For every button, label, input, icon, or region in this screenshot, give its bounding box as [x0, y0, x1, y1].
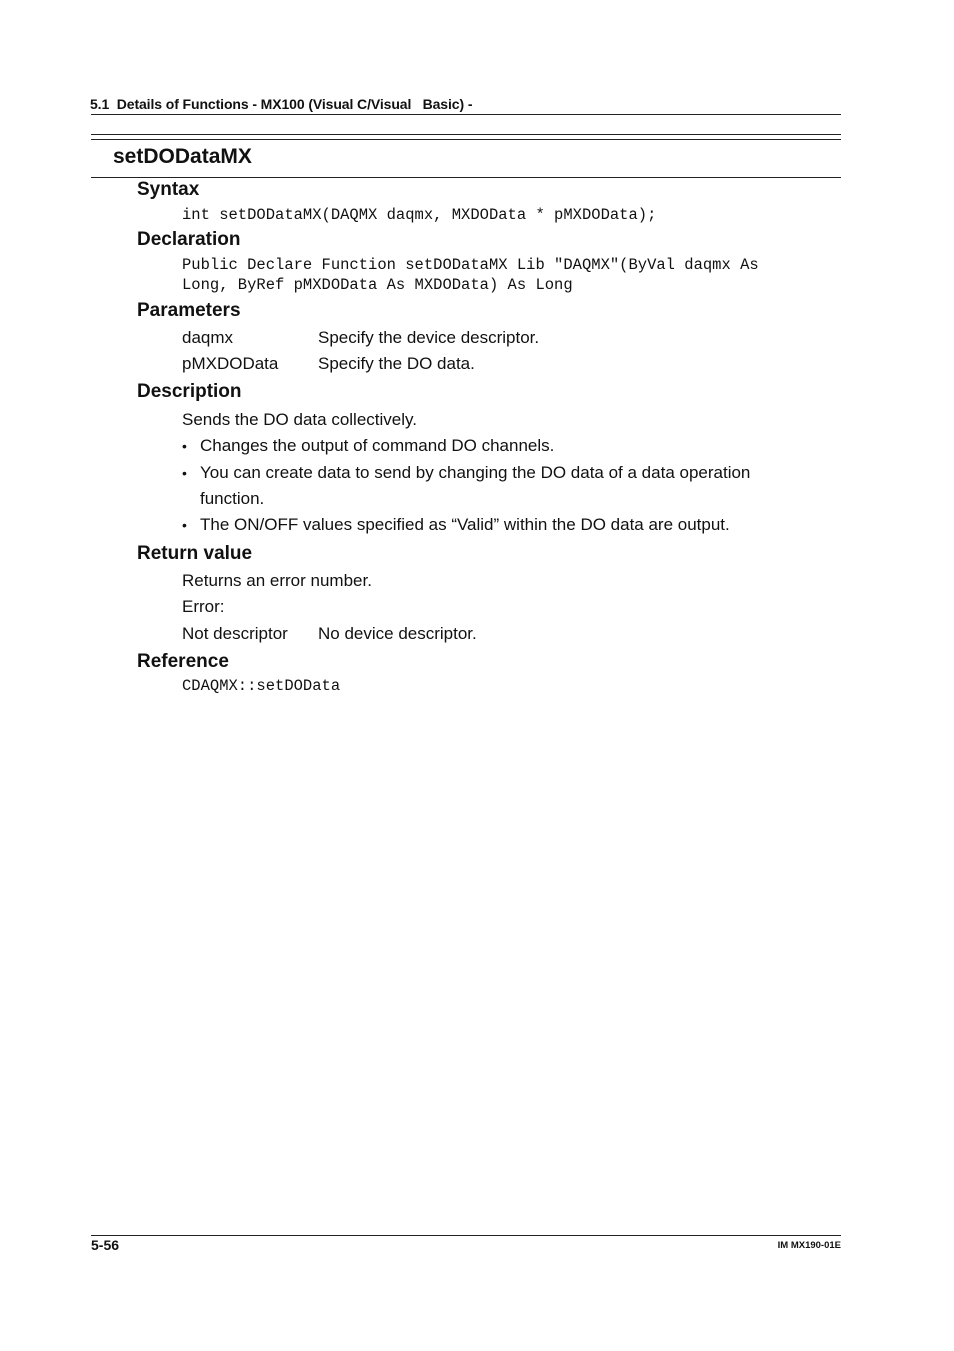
bullet-text-continuation: function. — [200, 489, 265, 508]
syntax-code: int setDODataMX(DAQMX daqmx, MXDOData * pMXDOData); — [182, 206, 657, 224]
error-label: Error: — [182, 597, 225, 616]
parameters-heading: Parameters — [137, 300, 241, 321]
declaration-code-line2: Long, ByRef pMXDOData As MXDOData) As Long — [182, 276, 573, 294]
syntax-heading: Syntax — [137, 179, 200, 200]
page-title: setDODataMX — [113, 145, 252, 168]
bullet-marker: • — [182, 465, 187, 481]
description-heading: Description — [137, 381, 242, 402]
return-value-text: Returns an error number. — [182, 571, 372, 590]
reference-code: CDAQMX::setDOData — [182, 677, 341, 695]
description-intro: Sends the DO data collectively. — [182, 410, 417, 429]
title-rule-top-2 — [91, 139, 841, 140]
error-name: Not descriptor — [182, 624, 288, 643]
param-name: daqmx — [182, 328, 234, 347]
document-id: IM MX190-01E — [777, 1240, 841, 1251]
page-number: 5-56 — [91, 1237, 120, 1253]
bullet-marker: • — [182, 517, 187, 533]
footer-rule — [91, 1235, 841, 1236]
running-header: 5.1 Details of Functions - MX100 (Visual C/Visual Basic) - — [90, 96, 473, 112]
declaration-heading: Declaration — [137, 229, 241, 250]
bullet-text: Changes the output of command DO channels. — [200, 436, 555, 455]
declaration-code-line1: Public Declare Function setDODataMX Lib "DAQMX"(ByVal daqmx As — [182, 256, 759, 274]
bullet-marker: • — [182, 438, 187, 454]
bullet-text: The ON/OFF values specified as “Valid” within the DO data are output. — [200, 515, 730, 534]
param-name: pMXDOData — [182, 354, 279, 373]
header-rule — [91, 114, 841, 115]
param-description: Specify the device descriptor. — [318, 328, 540, 347]
param-description: Specify the DO data. — [318, 354, 475, 373]
title-rule-bottom — [91, 177, 841, 178]
reference-heading: Reference — [137, 651, 229, 672]
title-rule-top-1 — [91, 134, 841, 135]
bullet-text: You can create data to send by changing the DO data of a data operation — [200, 463, 751, 482]
error-description: No device descriptor. — [318, 624, 477, 643]
return-value-heading: Return value — [137, 543, 253, 564]
